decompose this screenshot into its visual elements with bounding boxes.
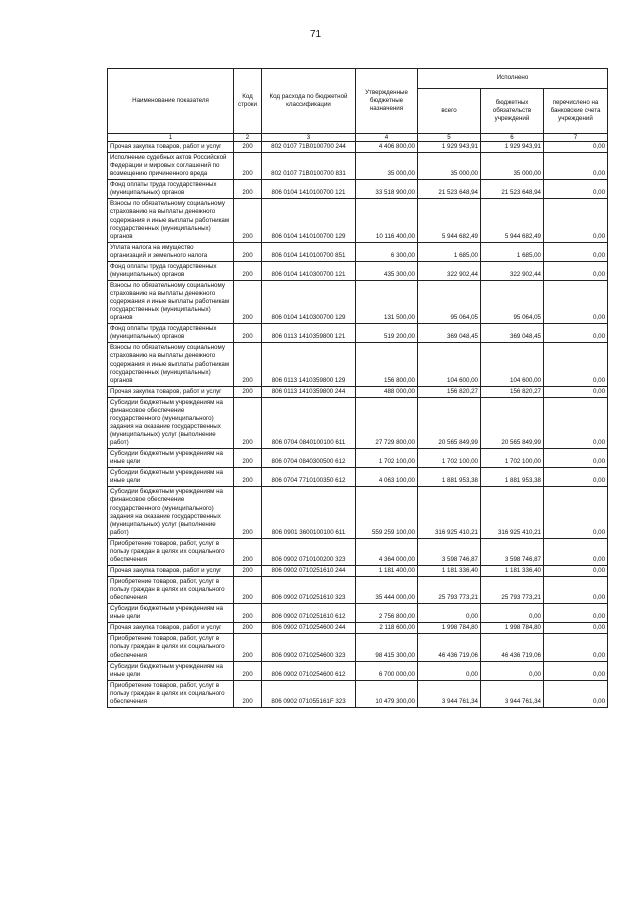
executed-total-cell: 1 998 784,80	[418, 623, 481, 634]
bank-transfer-cell: 0,00	[544, 261, 608, 280]
budget-obligations-cell: 5 944 682,49	[481, 199, 544, 242]
executed-total-cell: 1 702 100,00	[418, 449, 481, 468]
budget-obligations-cell: 3 598 746,87	[481, 538, 544, 565]
indicator-name-cell: Приобретение товаров, работ, услуг в пользу граждан в целях их социального обеспечения	[108, 680, 234, 707]
executed-total-cell: 35 000,00	[418, 153, 481, 180]
budget-obligations-cell: 95 064,05	[481, 280, 544, 323]
indicator-name-cell: Субсидии бюджетным учреждениям на финансовое обеспечение государственного (муниципального) задания на оказание государственных (муниципальных) услуг (выполнение работ)	[108, 397, 234, 448]
executed-total-cell: 369 048,45	[418, 324, 481, 343]
budget-obligations-cell: 1 181 336,40	[481, 565, 544, 576]
line-code-cell: 200	[234, 142, 262, 153]
bank-transfer-cell: 0,00	[544, 386, 608, 397]
executed-total-cell: 95 064,05	[418, 280, 481, 323]
line-code-cell: 200	[234, 397, 262, 448]
budget-obligations-cell: 1 702 100,00	[481, 449, 544, 468]
line-code-cell: 200	[234, 538, 262, 565]
line-code-cell: 200	[234, 680, 262, 707]
bank-transfer-cell: 0,00	[544, 487, 608, 538]
approved-amount-cell: 519 200,00	[356, 324, 418, 343]
table-row	[108, 565, 608, 576]
line-code-cell: 200	[234, 577, 262, 604]
bank-transfer-cell: 0,00	[544, 468, 608, 487]
line-code-cell: 200	[234, 468, 262, 487]
column-number: 5	[418, 134, 481, 142]
indicator-name-cell: Субсидии бюджетным учреждениям на иные цели	[108, 449, 234, 468]
table-row	[108, 680, 608, 707]
column-number: 7	[544, 134, 608, 142]
column-number: 1	[108, 134, 234, 142]
column-number: 6	[481, 134, 544, 142]
budget-obligations-cell: 316 925 410,21	[481, 487, 544, 538]
executed-total-cell: 25 793 773,21	[418, 577, 481, 604]
line-code-cell: 200	[234, 565, 262, 576]
table-row	[108, 142, 608, 153]
budget-obligations-cell: 156 820,27	[481, 386, 544, 397]
bank-transfer-cell: 0,00	[544, 324, 608, 343]
line-code-cell: 200	[234, 343, 262, 386]
line-code-cell: 200	[234, 242, 262, 261]
bank-transfer-cell: 0,00	[544, 142, 608, 153]
indicator-name-cell: Фонд оплаты труда государственных (муниципальных) органов	[108, 261, 234, 280]
bank-transfer-cell: 0,00	[544, 577, 608, 604]
indicator-name-cell: Субсидии бюджетным учреждениям на иные цели	[108, 604, 234, 623]
bank-transfer-cell: 0,00	[544, 538, 608, 565]
approved-amount-cell: 33 518 900,00	[356, 180, 418, 199]
executed-total-cell: 3 598 746,87	[418, 538, 481, 565]
indicator-name-cell: Взносы по обязательному социальному страхованию на выплаты денежного содержания и иные выплаты работникам государственных (муниципальных) органов	[108, 280, 234, 323]
indicator-name-cell: Прочая закупка товаров, работ и услуг	[108, 142, 234, 153]
bank-transfer-cell: 0,00	[544, 397, 608, 448]
approved-amount-cell: 435 300,00	[356, 261, 418, 280]
bank-transfer-cell: 0,00	[544, 623, 608, 634]
approved-amount-cell: 4 063 100,00	[356, 468, 418, 487]
executed-total-cell: 1 685,00	[418, 242, 481, 261]
table-row	[108, 199, 608, 242]
table-row	[108, 180, 608, 199]
header-executed: Исполнено	[418, 69, 608, 89]
approved-amount-cell: 2 118 600,00	[356, 623, 418, 634]
budget-code-cell: 806 0113 1410359800 121	[262, 324, 356, 343]
budget-code-cell: 806 0104 1410300700 129	[262, 280, 356, 323]
column-number: 2	[234, 134, 262, 142]
indicator-name-cell: Уплата налога на имущество организаций и земельного налога	[108, 242, 234, 261]
executed-total-cell: 0,00	[418, 604, 481, 623]
executed-total-cell: 1 929 943,91	[418, 142, 481, 153]
budget-code-cell: 806 0902 0710254600 612	[262, 661, 356, 680]
line-code-cell: 200	[234, 386, 262, 397]
budget-code-cell: 806 0902 0710254600 244	[262, 623, 356, 634]
budget-obligations-cell: 25 793 773,21	[481, 577, 544, 604]
line-code-cell: 200	[234, 661, 262, 680]
header-approved: Утвержденные бюджетные назначения	[356, 69, 418, 134]
budget-code-cell: 802 0107 71В0100700 831	[262, 153, 356, 180]
table-row	[108, 468, 608, 487]
budget-code-cell: 806 0902 071055161F 323	[262, 680, 356, 707]
executed-total-cell: 156 820,27	[418, 386, 481, 397]
budget-obligations-cell: 0,00	[481, 661, 544, 680]
header-bank-transfer: перечислено на банковские счета учреждений	[544, 88, 608, 133]
table-row	[108, 153, 608, 180]
executed-total-cell: 316 925 410,21	[418, 487, 481, 538]
indicator-name-cell: Взносы по обязательному социальному страхованию на выплаты денежного содержания и иные выплаты работникам государственных (муниципальных) органов	[108, 343, 234, 386]
column-number-row	[108, 134, 608, 142]
header-budget-obligations: бюджетных обязательств учреждений	[481, 88, 544, 133]
executed-total-cell: 3 944 761,34	[418, 680, 481, 707]
budget-code-cell: 806 0104 1410100700 851	[262, 242, 356, 261]
table-row	[108, 261, 608, 280]
budget-obligations-cell: 1 929 943,91	[481, 142, 544, 153]
line-code-cell: 200	[234, 180, 262, 199]
budget-obligations-cell: 369 048,45	[481, 324, 544, 343]
executed-total-cell: 5 944 682,49	[418, 199, 481, 242]
approved-amount-cell: 156 800,00	[356, 343, 418, 386]
bank-transfer-cell: 0,00	[544, 180, 608, 199]
budget-code-cell: 806 0704 0840300500 612	[262, 449, 356, 468]
table-row	[108, 280, 608, 323]
approved-amount-cell: 10 479 300,00	[356, 680, 418, 707]
header-total: всего	[418, 88, 481, 133]
approved-amount-cell: 2 756 800,00	[356, 604, 418, 623]
executed-total-cell: 322 902,44	[418, 261, 481, 280]
approved-amount-cell: 35 444 000,00	[356, 577, 418, 604]
table-row	[108, 538, 608, 565]
budget-obligations-cell: 20 565 849,99	[481, 397, 544, 448]
bank-transfer-cell: 0,00	[544, 199, 608, 242]
table-row	[108, 577, 608, 604]
approved-amount-cell: 488 000,00	[356, 386, 418, 397]
budget-code-cell: 806 0104 1410100700 121	[262, 180, 356, 199]
approved-amount-cell: 4 364 000,00	[356, 538, 418, 565]
approved-amount-cell: 27 729 800,00	[356, 397, 418, 448]
executed-total-cell: 1 881 953,38	[418, 468, 481, 487]
budget-obligations-cell: 46 436 719,06	[481, 634, 544, 661]
approved-amount-cell: 10 116 400,00	[356, 199, 418, 242]
indicator-name-cell: Приобретение товаров, работ, услуг в пользу граждан в целях их социального обеспечения	[108, 538, 234, 565]
budget-code-cell: 806 0113 1410359800 244	[262, 386, 356, 397]
budget-code-cell: 806 0902 0710254600 323	[262, 634, 356, 661]
executed-total-cell: 104 600,00	[418, 343, 481, 386]
budget-obligations-cell: 3 944 761,34	[481, 680, 544, 707]
line-code-cell: 200	[234, 623, 262, 634]
line-code-cell: 200	[234, 604, 262, 623]
budget-obligations-cell: 104 600,00	[481, 343, 544, 386]
budget-code-cell: 806 0902 0710251610 323	[262, 577, 356, 604]
approved-amount-cell: 98 415 300,00	[356, 634, 418, 661]
budget-obligations-cell: 0,00	[481, 604, 544, 623]
budget-code-cell: 806 0704 0840100100 611	[262, 397, 356, 448]
budget-obligations-cell: 1 881 953,38	[481, 468, 544, 487]
indicator-name-cell: Фонд оплаты труда государственных (муниципальных) органов	[108, 324, 234, 343]
line-code-cell: 200	[234, 634, 262, 661]
bank-transfer-cell: 0,00	[544, 280, 608, 323]
line-code-cell: 200	[234, 199, 262, 242]
approved-amount-cell: 131 500,00	[356, 280, 418, 323]
bank-transfer-cell: 0,00	[544, 661, 608, 680]
indicator-name-cell: Приобретение товаров, работ, услуг в пользу граждан в целях их социального обеспечения	[108, 634, 234, 661]
bank-transfer-cell: 0,00	[544, 680, 608, 707]
indicator-name-cell: Фонд оплаты труда государственных (муниципальных) органов	[108, 180, 234, 199]
indicator-name-cell: Субсидии бюджетным учреждениям на иные цели	[108, 468, 234, 487]
budget-obligations-cell: 1 998 784,80	[481, 623, 544, 634]
table-row	[108, 386, 608, 397]
table-body	[108, 142, 608, 708]
approved-amount-cell: 1 181 400,00	[356, 565, 418, 576]
page-number: 71	[309, 29, 322, 40]
budget-code-cell: 806 0901 3600100100 611	[262, 487, 356, 538]
budget-code-cell: 806 0104 1410100700 129	[262, 199, 356, 242]
approved-amount-cell: 4 406 800,00	[356, 142, 418, 153]
approved-amount-cell: 559 259 100,00	[356, 487, 418, 538]
budget-obligations-cell: 1 685,00	[481, 242, 544, 261]
executed-total-cell: 21 523 648,94	[418, 180, 481, 199]
column-number: 3	[262, 134, 356, 142]
column-number: 4	[356, 134, 418, 142]
budget-obligations-cell: 322 902,44	[481, 261, 544, 280]
table-row	[108, 397, 608, 448]
line-code-cell: 200	[234, 280, 262, 323]
bank-transfer-cell: 0,00	[544, 565, 608, 576]
indicator-name-cell: Прочая закупка товаров, работ и услуг	[108, 386, 234, 397]
budget-code-cell: 806 0104 1410300700 121	[262, 261, 356, 280]
budget-code-cell: 806 0704 7710100350 612	[262, 468, 356, 487]
budget-obligations-cell: 35 000,00	[481, 153, 544, 180]
header-budget-code: Код расхода по бюджетной классификации	[262, 69, 356, 134]
executed-total-cell: 46 436 719,06	[418, 634, 481, 661]
table-row	[108, 604, 608, 623]
bank-transfer-cell: 0,00	[544, 343, 608, 386]
budget-code-cell: 806 0113 1410359800 129	[262, 343, 356, 386]
budget-code-cell: 806 0902 0710251610 612	[262, 604, 356, 623]
table-row	[108, 324, 608, 343]
budget-execution-table	[107, 68, 608, 708]
bank-transfer-cell: 0,00	[544, 242, 608, 261]
bank-transfer-cell: 0,00	[544, 153, 608, 180]
approved-amount-cell: 6 300,00	[356, 242, 418, 261]
indicator-name-cell: Исполнение судебных актов Российской Федерации и мировых соглашений по возмещению причиненного вреда	[108, 153, 234, 180]
approved-amount-cell: 35 000,00	[356, 153, 418, 180]
indicator-name-cell: Прочая закупка товаров, работ и услуг	[108, 565, 234, 576]
line-code-cell: 200	[234, 487, 262, 538]
table-row	[108, 449, 608, 468]
executed-total-cell: 20 565 849,99	[418, 397, 481, 448]
budget-code-cell: 806 0902 0710251610 244	[262, 565, 356, 576]
table-row	[108, 343, 608, 386]
bank-transfer-cell: 0,00	[544, 634, 608, 661]
table-row	[108, 487, 608, 538]
approved-amount-cell: 6 700 000,00	[356, 661, 418, 680]
table-row	[108, 242, 608, 261]
line-code-cell: 200	[234, 449, 262, 468]
table-row	[108, 661, 608, 680]
approved-amount-cell: 1 702 100,00	[356, 449, 418, 468]
bank-transfer-cell: 0,00	[544, 604, 608, 623]
indicator-name-cell: Субсидии бюджетным учреждениям на финансовое обеспечение государственного (муниципального) задания на оказание государственных (муниципальных) услуг (выполнение работ)	[108, 487, 234, 538]
indicator-name-cell: Приобретение товаров, работ, услуг в пользу граждан в целях их социального обеспечения	[108, 577, 234, 604]
budget-obligations-cell: 21 523 648,94	[481, 180, 544, 199]
header-line-code: Код строки	[234, 69, 262, 134]
executed-total-cell: 0,00	[418, 661, 481, 680]
indicator-name-cell: Субсидии бюджетным учреждениям на иные цели	[108, 661, 234, 680]
budget-code-cell: 806 0902 0710100200 323	[262, 538, 356, 565]
table-row	[108, 634, 608, 661]
executed-total-cell: 1 181 336,40	[418, 565, 481, 576]
line-code-cell: 200	[234, 324, 262, 343]
bank-transfer-cell: 0,00	[544, 449, 608, 468]
line-code-cell: 200	[234, 153, 262, 180]
budget-code-cell: 802 0107 71В0100700 244	[262, 142, 356, 153]
indicator-name-cell: Взносы по обязательному социальному страхованию на выплаты денежного содержания и иные выплаты работникам государственных (муниципальных) органов	[108, 199, 234, 242]
header-indicator-name: Наименование показателя	[108, 69, 234, 134]
line-code-cell: 200	[234, 261, 262, 280]
indicator-name-cell: Прочая закупка товаров, работ и услуг	[108, 623, 234, 634]
table-row	[108, 623, 608, 634]
